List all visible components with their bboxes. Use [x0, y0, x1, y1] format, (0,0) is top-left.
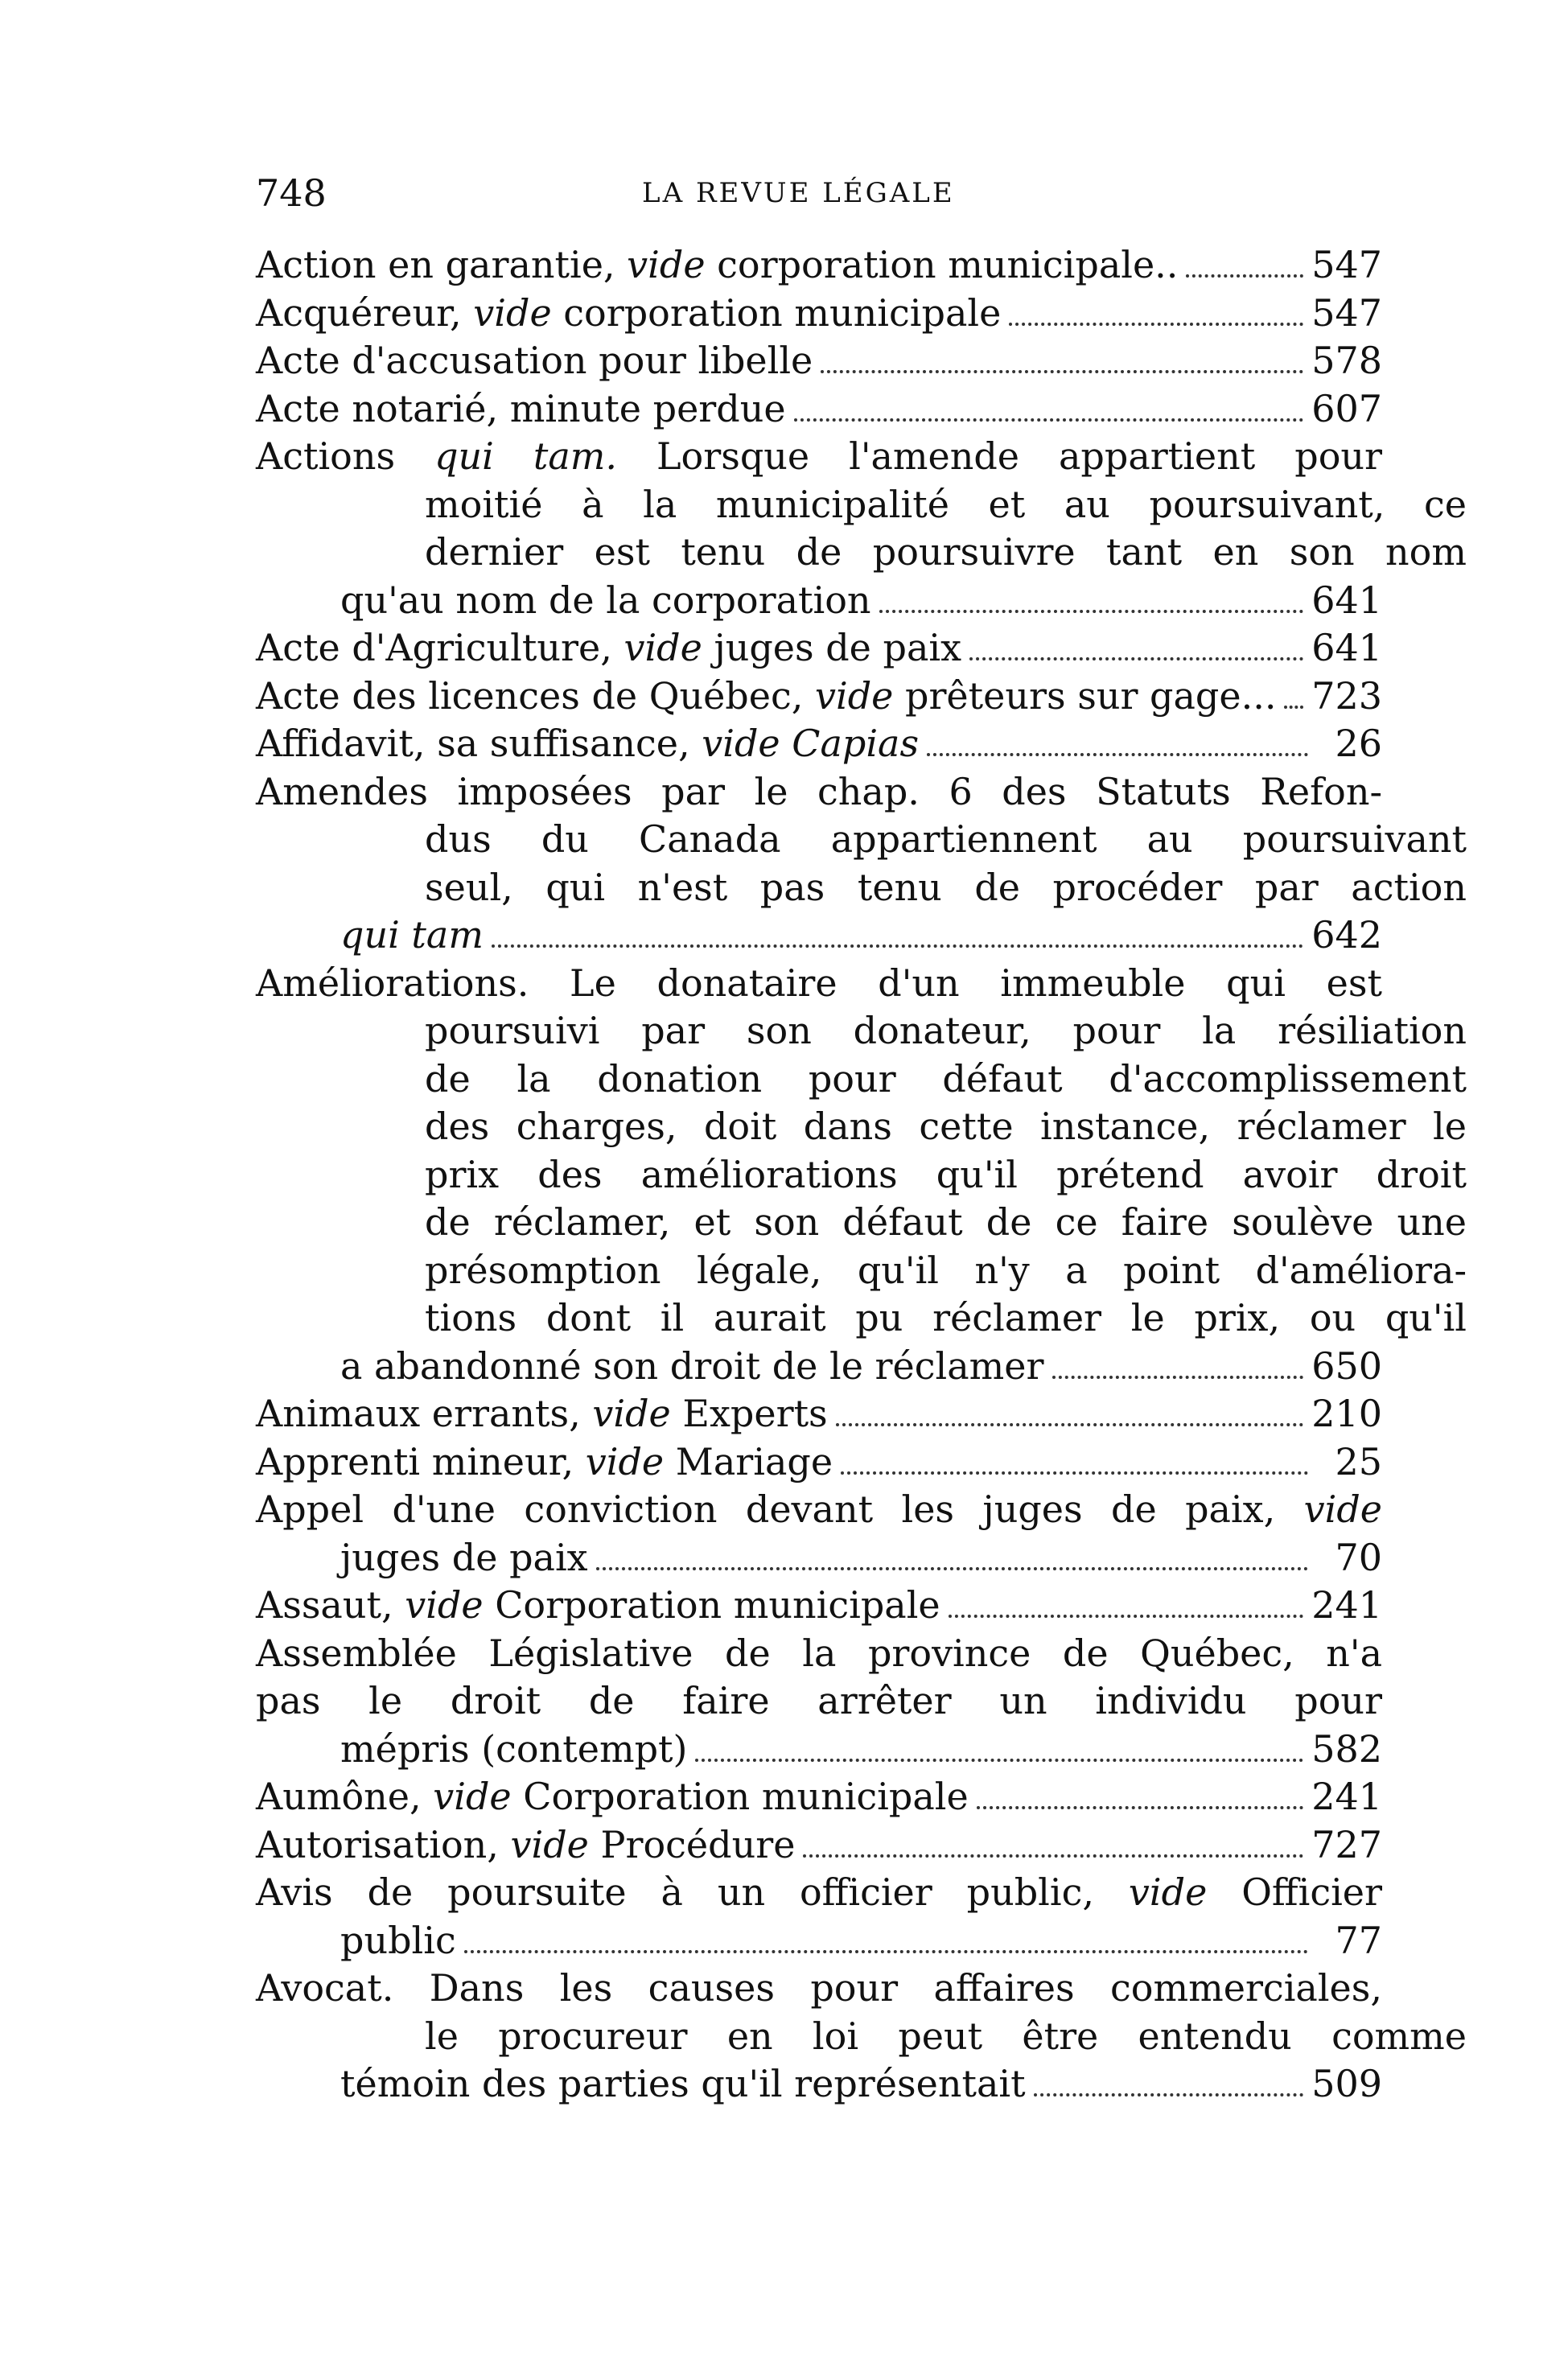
entry-line	[256, 1582, 1382, 1630]
entry-line: moitié à la municipalité et au poursuivant, ce	[425, 482, 1467, 526]
dot-leader	[803, 1854, 1303, 1858]
index-entry	[256, 1630, 1382, 1774]
running-head	[256, 169, 1382, 217]
index-entry	[256, 1438, 1382, 1487]
page-ref: 547	[1311, 290, 1382, 335]
entry-line: dus du Canada appartiennent au poursuivant	[425, 817, 1467, 861]
running-title: LA REVUE LÉGALE	[642, 177, 955, 209]
dot-leader	[927, 753, 1308, 756]
index-entry	[256, 768, 1467, 960]
page-ref: 607	[1311, 386, 1382, 430]
page-ref: 509	[1311, 2062, 1382, 2105]
entry-line	[256, 2060, 1382, 2109]
page-ref: 241	[1311, 1583, 1382, 1627]
page-ref: 641	[1311, 626, 1382, 669]
dot-leader	[949, 1615, 1304, 1618]
entry-line	[256, 241, 1382, 290]
entry-line: Avis de poursuite à un officier public, vide Officier	[256, 1870, 1383, 1914]
entry-text: témoin des parties qu'il représentait	[340, 2062, 1026, 2105]
index-entry	[256, 1773, 1382, 1821]
index-entry	[256, 1486, 1382, 1582]
dot-leader	[695, 1759, 1303, 1762]
entry-line	[256, 1390, 1382, 1438]
page-ref: 727	[1311, 1822, 1382, 1866]
entry-text: Animaux errants, vide Experts	[256, 1392, 828, 1435]
entry-line: Amendes imposées par le chap. 6 des Statuts Refon-	[256, 769, 1382, 813]
page-ref: 210	[1311, 1392, 1382, 1435]
index-entry	[256, 433, 1467, 624]
entry-text: Acte d'Agriculture, vide juges de paix	[256, 626, 962, 669]
index-entry	[256, 1390, 1382, 1438]
page-ref: 578	[1311, 339, 1382, 382]
entry-line: le procureur en loi peut être entendu comme	[425, 2014, 1467, 2058]
index-entry	[256, 385, 1382, 434]
entry-line: pas le droit de faire arrêter un individu pour	[256, 1679, 1382, 1722]
entry-line	[256, 720, 1382, 768]
page-ref: 77	[1335, 1918, 1382, 1962]
dot-leader	[977, 1806, 1303, 1809]
entry-line: tions dont il aurait pu réclamer le prix, ou qu'il	[425, 1296, 1467, 1339]
page-ref: 26	[1335, 722, 1382, 765]
page-ref: 650	[1311, 1343, 1382, 1388]
entry-line: Assemblée Législative de la province de Québec, n'a	[256, 1631, 1382, 1675]
entry-line: poursuivi par son donateur, pour la résiliation	[425, 1009, 1467, 1052]
entry-line	[256, 911, 1382, 960]
entry-line: des charges, doit dans cette instance, réclamer le	[425, 1105, 1467, 1148]
page-ref: 25	[1335, 1439, 1382, 1483]
entry-text: Assaut, vide Corporation municipale	[256, 1583, 940, 1627]
entry-text: Acquéreur, vide corporation municipale	[256, 290, 1002, 335]
index-entry	[256, 290, 1382, 338]
page-ref: 241	[1311, 1775, 1382, 1818]
index-entry	[256, 1965, 1467, 2109]
entry-text: Acte des licences de Québec, vide prêteurs sur gage...	[256, 673, 1277, 718]
index-entry	[256, 720, 1382, 768]
entry-text: Apprenti mineur, vide Mariage	[256, 1439, 833, 1483]
dot-leader	[879, 610, 1304, 613]
entry-text: Acte d'accusation pour libelle	[256, 339, 813, 382]
page-number: 748	[256, 171, 327, 215]
dot-leader	[794, 418, 1304, 422]
dot-leader	[1034, 2093, 1304, 2096]
entry-text: a abandonné son droit de le réclamer	[340, 1343, 1044, 1388]
page-ref: 723	[1311, 673, 1382, 718]
entry-line: de la donation pour défaut d'accomplissement	[425, 1056, 1467, 1101]
index-entry	[256, 1869, 1382, 1965]
dot-leader	[1052, 1376, 1304, 1379]
index-list	[256, 241, 1467, 2109]
entry-line	[256, 385, 1382, 434]
entry-line	[256, 1917, 1382, 1965]
entry-line	[256, 1726, 1382, 1774]
entry-text: Acte notarié, minute perdue	[256, 386, 786, 430]
entry-line: présomption légale, qu'il n'y a point d'améliora-	[425, 1248, 1467, 1292]
entry-line: dernier est tenu de poursuivre tant en son nom	[425, 530, 1467, 574]
dot-leader	[1186, 274, 1303, 278]
page-ref: 582	[1311, 1726, 1382, 1771]
entry-line: Actions qui tam. Lorsque l'amende appartient pour	[256, 434, 1383, 478]
dot-leader	[492, 944, 1303, 948]
entry-line	[256, 337, 1382, 385]
entry-line	[256, 624, 1382, 673]
dot-leader	[836, 1423, 1304, 1426]
entry-text: juges de paix	[340, 1535, 588, 1579]
entry-text: public	[340, 1918, 456, 1962]
entry-line	[256, 1534, 1382, 1582]
page-ref: 547	[1311, 243, 1382, 286]
entry-line	[256, 1821, 1382, 1870]
entry-line	[256, 673, 1382, 721]
dot-leader	[464, 1950, 1308, 1953]
entry-line	[256, 290, 1382, 338]
entry-text: mépris (contempt)	[340, 1726, 688, 1771]
entry-line: prix des améliorations qu'il prétend avoir droit	[425, 1152, 1467, 1196]
dot-leader	[969, 657, 1303, 660]
index-entry	[256, 337, 1382, 385]
index-entry	[256, 1821, 1382, 1870]
entry-text: Autorisation, vide Procédure	[256, 1822, 796, 1866]
page-ref: 641	[1311, 578, 1382, 622]
entry-line	[256, 1343, 1382, 1391]
entry-text: Affidavit, sa suffisance, vide Capias	[256, 722, 920, 765]
entry-line	[256, 1438, 1382, 1487]
dot-leader	[596, 1567, 1308, 1570]
entry-line: de réclamer, et son défaut de ce faire soulève une	[425, 1200, 1467, 1244]
page-ref: 642	[1311, 913, 1382, 957]
entry-line	[256, 1773, 1382, 1821]
index-entry	[256, 673, 1382, 721]
dot-leader	[841, 1471, 1308, 1475]
entry-text: Aumône, vide Corporation municipale	[256, 1775, 969, 1818]
entry-line: Améliorations. Le donataire d'un immeuble qui est	[256, 961, 1382, 1005]
entry-text: Action en garantie, vide corporation municipale..	[256, 243, 1179, 286]
entry-text: qui tam	[340, 913, 484, 957]
dot-leader	[1284, 706, 1303, 709]
index-entry	[256, 624, 1382, 673]
index-entry	[256, 241, 1382, 290]
page-ref: 70	[1335, 1535, 1382, 1579]
dot-leader	[821, 370, 1303, 373]
index-entry	[256, 1582, 1382, 1630]
entry-line: Appel d'une conviction devant les juges de paix, vide	[256, 1487, 1382, 1531]
dot-leader	[1009, 323, 1303, 326]
entry-text: qu'au nom de la corporation	[340, 578, 871, 622]
index-entry	[256, 960, 1467, 1391]
entry-line	[256, 577, 1382, 625]
entry-line: Avocat. Dans les causes pour affaires commerciales,	[256, 1966, 1382, 2010]
entry-line: seul, qui n'est pas tenu de procéder par action	[425, 865, 1467, 909]
